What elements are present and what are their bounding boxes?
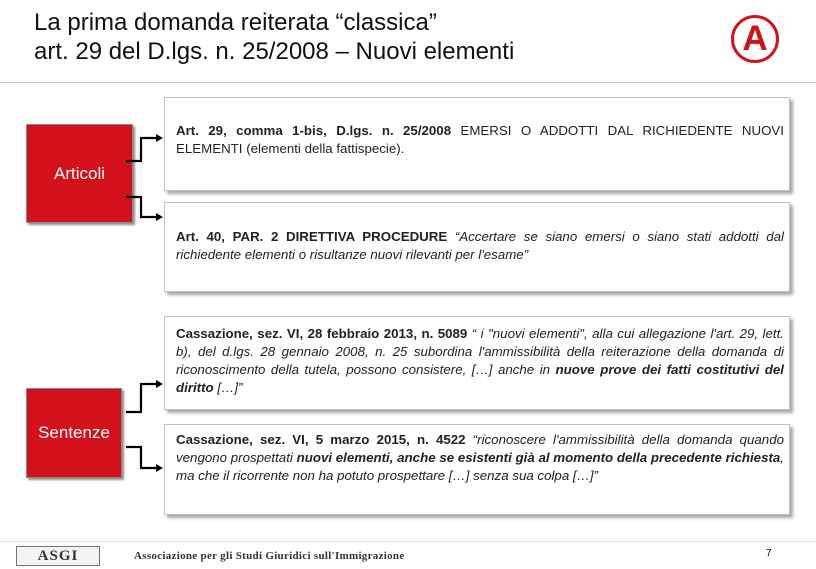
panel-cass2015 — [164, 424, 790, 515]
panel-cass2013 — [164, 316, 790, 410]
sentenze-label: Sentenze — [38, 423, 110, 442]
connector-art29 — [126, 138, 156, 161]
association-name: Associazione per gli Studi Giuridici sull'Immigrazione — [134, 550, 405, 562]
arrow-cass2015 — [156, 464, 163, 472]
asgi-logo: ASGI — [16, 546, 100, 566]
panel-art40 — [164, 202, 790, 292]
footer-logo — [16, 544, 408, 568]
cass2013-emphasis: nuove prove dei fatti costitutivi del diritto — [176, 362, 784, 395]
art29-heading: Art. 29, comma 1-bis, D.lgs. n. 25/2008 — [176, 123, 452, 138]
cass2013-text: “ i "nuovi elementi", alla cui allegazione l'art. 29, lett. b), del d.lgs. 28 gennaio 2008, n. 25 subordina l'ammissibilità della reiterazione della domanda di riconoscimento della tutela, possono consistere, […] anche in — [176, 326, 784, 377]
connector-cass2013 — [126, 384, 156, 412]
arrow-art29 — [156, 134, 163, 142]
title-line-1: La prima domanda reiterata “classica” — [34, 9, 437, 36]
cass2013-heading: Cassazione, sez. VI, 28 febbraio 2013, n. 5089 — [176, 326, 468, 341]
footer-divider — [0, 541, 816, 542]
asgi-a-logo: A — [731, 15, 779, 63]
arrow-cass2013 — [156, 380, 163, 388]
connector-cass2015 — [126, 447, 156, 468]
cass2015-text-end: , ma che il ricorrente non ha potuto prospettare […] senza sua colpa […]” — [176, 450, 784, 483]
cass2013-text-end: […]” — [213, 380, 243, 395]
art29-text: EMERSI O ADDOTTI DAL RICHIEDENTE NUOVI ELEMENTI (elementi della fattispecie). — [176, 123, 784, 156]
cass2015-text: “riconoscere l'ammissibilità della domanda quando vengono prospettati — [176, 432, 784, 465]
articoli-label: Articoli — [53, 163, 105, 183]
cass2015-heading: Cassazione, sez. VI, 5 marzo 2015, n. 4522 — [176, 432, 466, 447]
art40-text: “Accertare se siano emersi o siano stati addotti dal richiedente elementi o risultanze nuovi rilevanti per l'esame” — [176, 229, 784, 262]
connector-art40 — [126, 197, 156, 217]
arrow-art40 — [156, 213, 163, 221]
title-line-2: art. 29 del D.lgs. n. 25/2008 – Nuovi elementi — [34, 38, 515, 65]
cass2015-emphasis: nuovi elementi, anche se esistenti già al momento della precedente richiesta — [296, 450, 781, 465]
page-number: 7 — [766, 548, 772, 559]
art40-heading: Art. 40, PAR. 2 DIRETTIVA PROCEDURE — [176, 229, 448, 244]
panel-art29 — [164, 97, 790, 191]
